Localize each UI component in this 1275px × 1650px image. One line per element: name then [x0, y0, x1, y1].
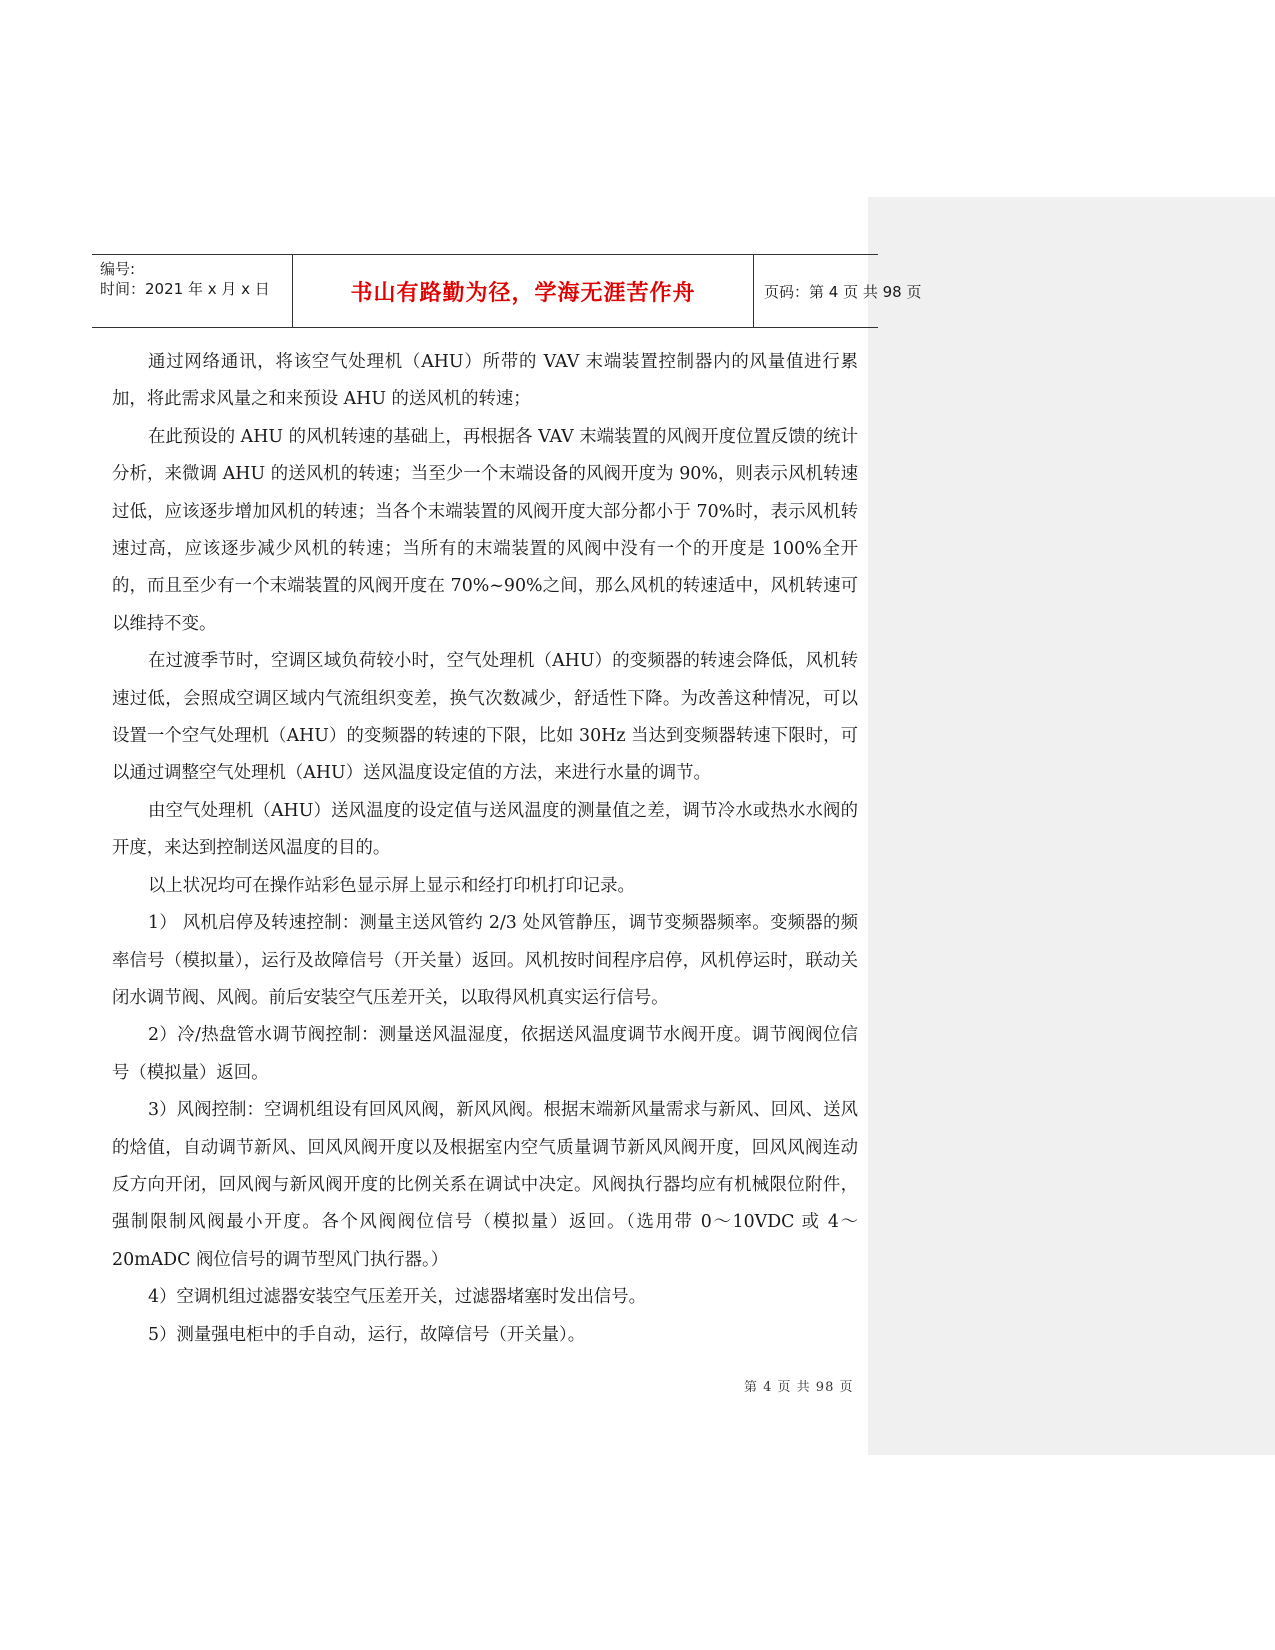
document-time-label: 时间：2021 年 x 月 x 日 [100, 280, 270, 298]
document-body [112, 344, 858, 1354]
header-motto: 书山有路勤为径，学海无涯苦作舟 [350, 280, 696, 306]
document-number-label: 编号: [100, 260, 136, 278]
paragraph: 由空气处理机（AHU）送风温度的设定值与送风温度的测量值之差，调节冷水或热水水阀的开度，来达到控制送风温度的目的。 [112, 800, 858, 859]
paragraph: 在此预设的 AHU 的风机转速的基础上，再根据各 VAV 末端装置的风阀开度位置反馈的统计分析，来微调 AHU 的送风机的转速；当至少一个末端设备的风阀开度为 90%，则表示风机转速过低，应该逐步增加风机的转速；当各个末端装置的风阀开度大部分都小于 70%时，表示风机转速过高，应该逐步减少风机的转速；当所有的末端装置的风阀中没有一个的开度是 100%全开的，而且至少有一个末端装置的风阀开度在 70%~90%之间，那么风机的转速适中，风机转速可以维持不变。 [112, 426, 858, 634]
paragraph: 3）风阀控制：空调机组设有回风风阀，新风风阀。根据末端新风量需求与新风、回风、送风的焓值，自动调节新风、回风风阀开度以及根据室内空气质量调节新风风阀开度，回风风阀连动反方向开闭，回风阀与新风阀开度的比例关系在调试中决定。风阀执行器均应有机械限位附件，强制限制风阀最小开度。各个风阀阀位信号（模拟量）返回。（选用带 0～10VDC 或 4～20mADC 阀位信号的调节型风门执行器。） [112, 1100, 858, 1270]
paragraph: 4）空调机组过滤器安装空气压差开关，过滤器堵塞时发出信号。 [148, 1287, 647, 1308]
paragraph: 2）冷/热盘管水调节阀控制：测量送风温湿度，依据送风温度调节水阀开度。调节阀阀位信号（模拟量）返回。 [112, 1025, 858, 1083]
paragraph: 以上状况均可在操作站彩色显示屏上显示和经打印机打印记录。 [148, 875, 635, 896]
paragraph: 5）测量强电柜中的手自动，运行，故障信号（开关量）。 [148, 1324, 586, 1345]
page-header [92, 254, 922, 328]
header-page-info-cell [754, 255, 922, 327]
comment-pane [868, 197, 1275, 1455]
page-footer: 第 4 页 共 98 页 [744, 1380, 854, 1395]
paragraph: 在过渡季节时，空调区域负荷较小时，空气处理机（AHU）的变频器的转速会降低，风机转速过低，会照成空调区域内气流组织变差，换气次数减少，舒适性下降。为改善这种情况，可以设置一个空气处理机（AHU）的变频器的转速的下限，比如 30Hz 当达到变频器转速下限时，可以通过调整空气处理机（AHU）送风温度设定值的方法，来进行水量的调节。 [112, 651, 858, 784]
paragraph: 通过网络通讯，将该空气处理机（AHU）所带的 VAV 末端装置控制器内的风量值进行累加，将此需求风量之和来预设 AHU 的送风机的转速； [112, 352, 858, 410]
header-motto-cell [292, 255, 754, 327]
header-meta [92, 255, 292, 327]
header-page-info: 页码：第 4 页 共 98 页 [764, 282, 922, 301]
paragraph: 1） 风机启停及转速控制：测量主送风管约 2/3 处风管静压，调节变频器频率。变频器的频率信号（模拟量），运行及故障信号（开关量）返回。风机按时间程序启停，风机停运时，联动关闭水调节阀、风阀。前后安装空气压差开关，以取得风机真实运行信号。 [112, 913, 858, 1008]
